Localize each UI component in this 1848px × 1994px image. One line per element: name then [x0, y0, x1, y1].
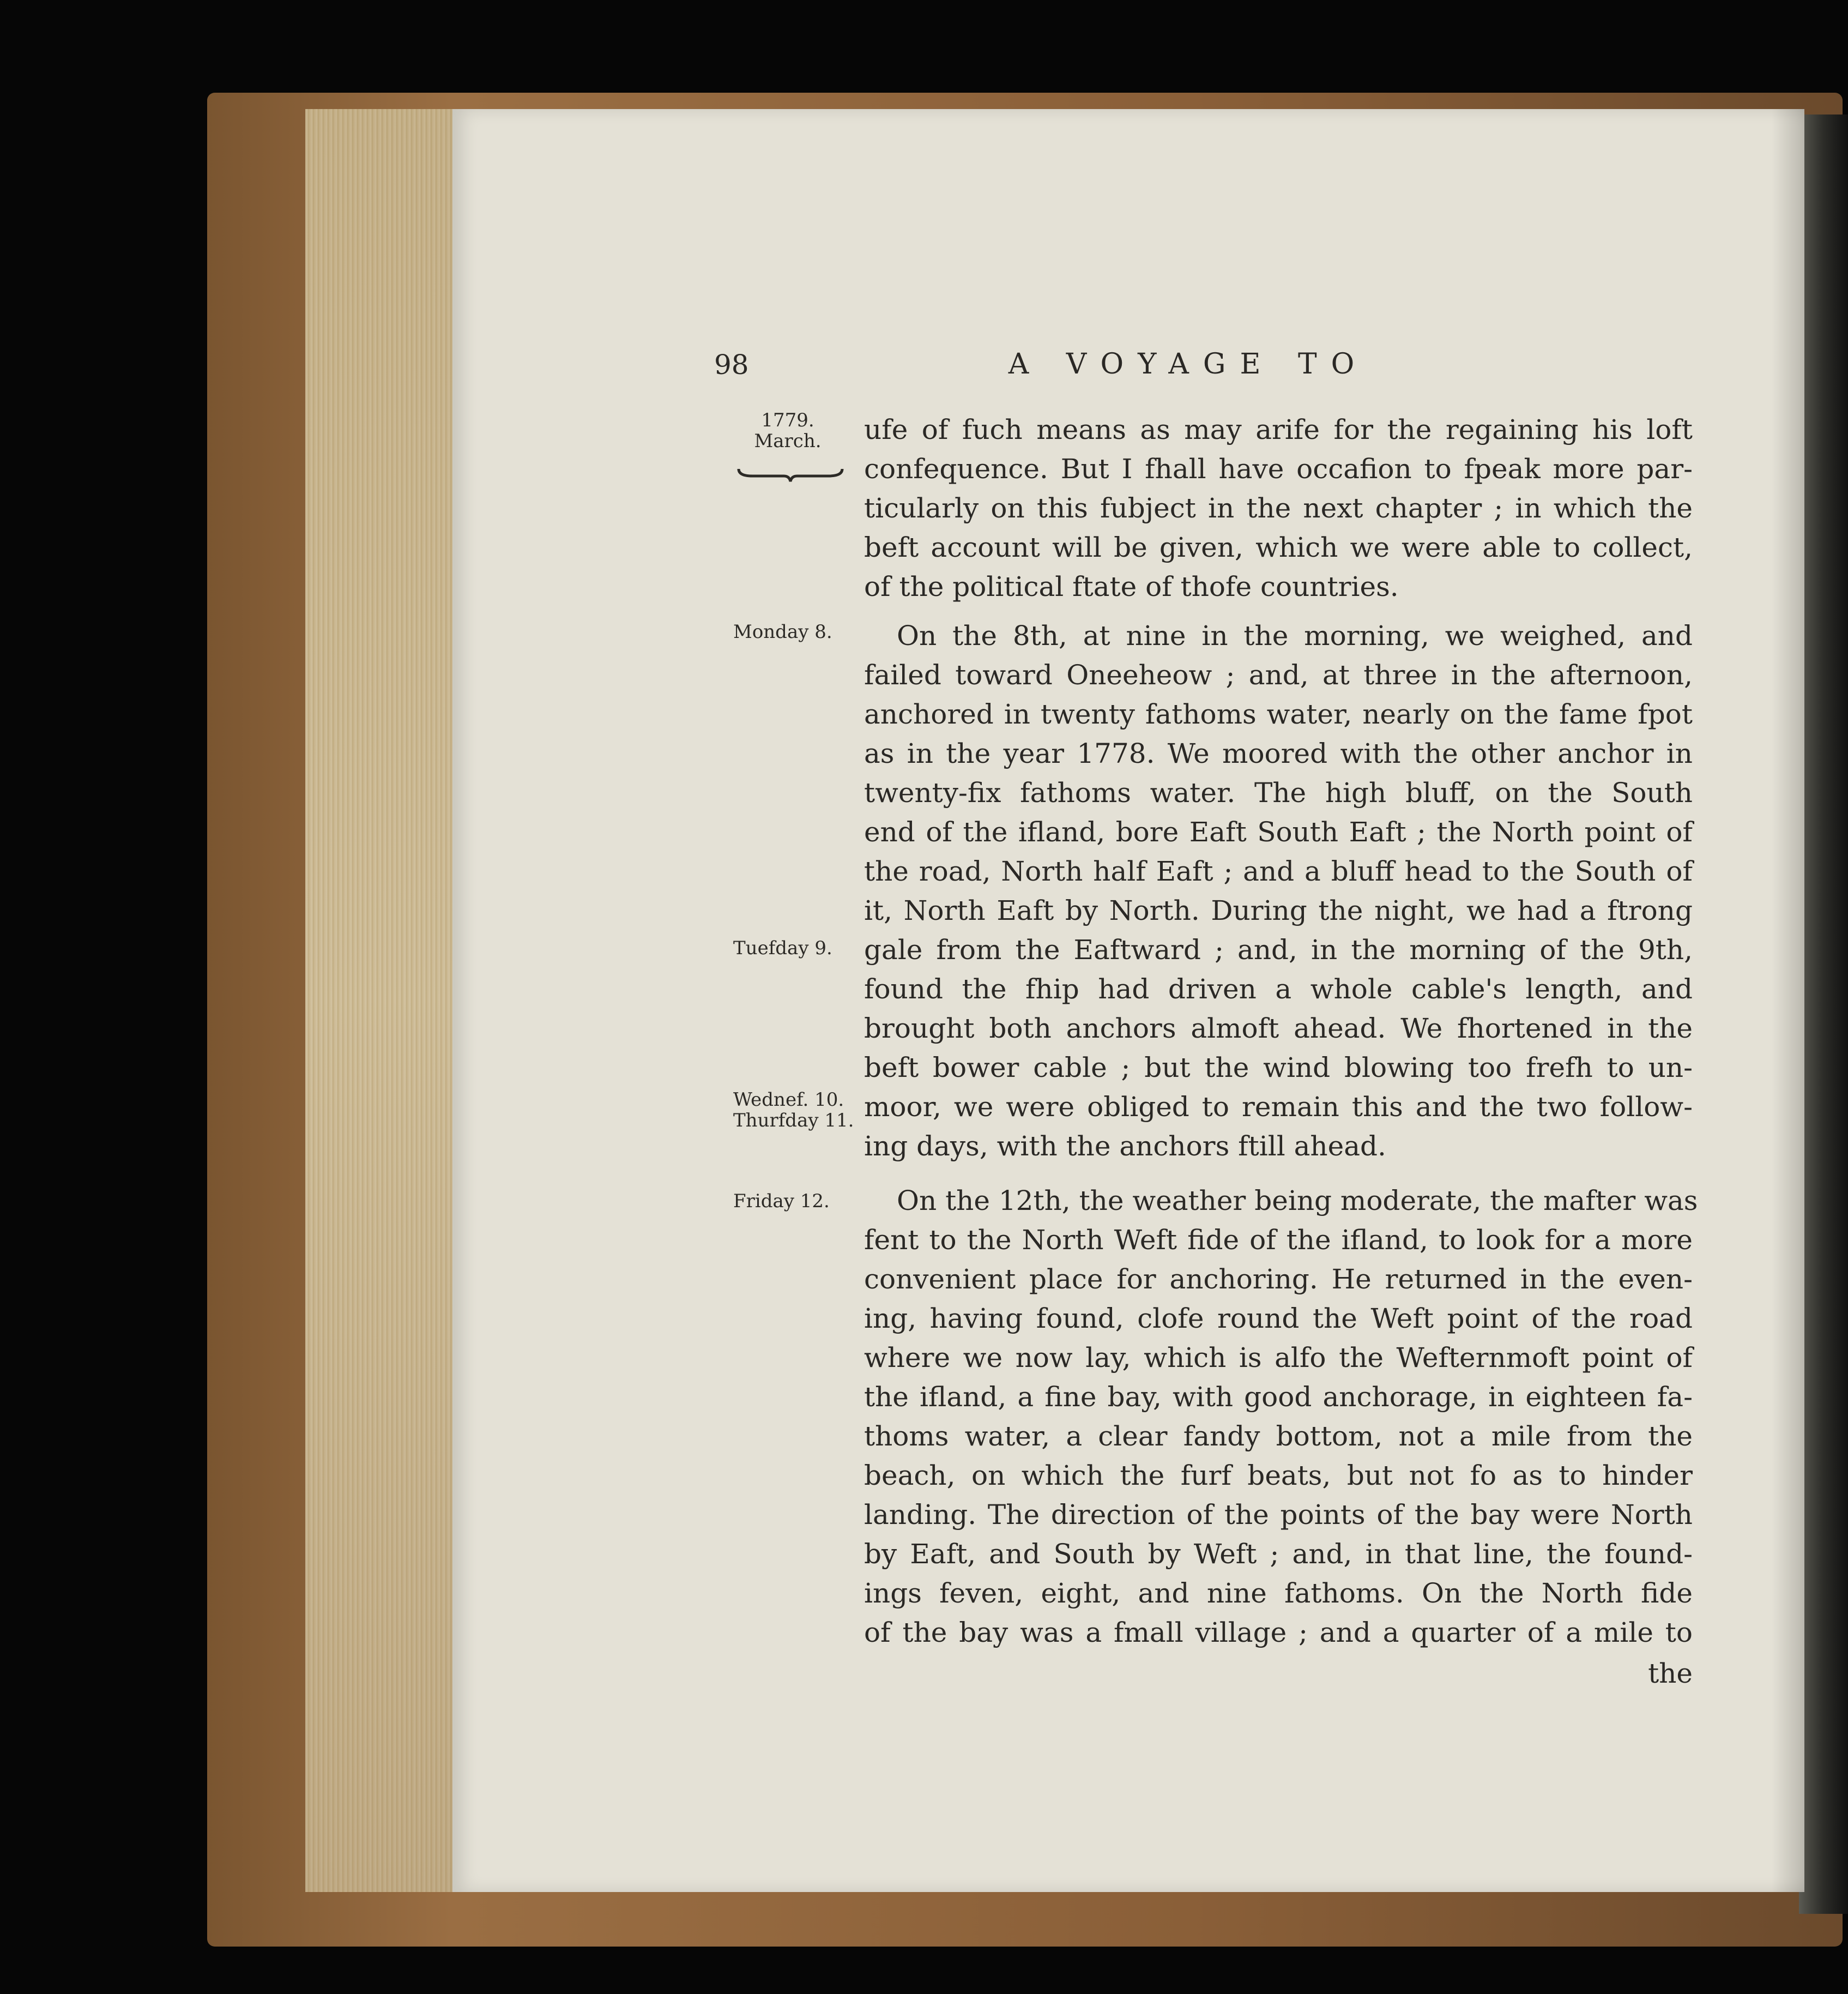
text-line: landing. The direction of the points of the bay were North: [864, 1499, 1693, 1531]
text-line: the road, North half Eaft ; and a bluff head to the South of: [864, 856, 1693, 887]
margin-note-monday: Monday 8.: [733, 621, 832, 643]
margin-note-thursday: Thurfday 11.: [733, 1110, 854, 1131]
text-line: ticularly on this fubject in the next chapter ; in which the: [864, 492, 1693, 524]
text-line: end of the ifland, bore Eaft South Eaft ; the North point of: [864, 816, 1693, 848]
text-line: anchored in twenty fathoms water, nearly on the fame fpot: [864, 698, 1693, 730]
page-edges: [305, 109, 452, 1892]
margin-note-wednesday: Wednef. 10.: [733, 1089, 844, 1111]
text-line: confequence. But I fhall have occafion to fpeak more par-: [864, 453, 1693, 485]
text-line: beach, on which the furf beats, but not fo as to hinder: [864, 1460, 1693, 1491]
text-line: beft account will be given, which we were able to collect,: [864, 532, 1693, 563]
text-line: brought both anchors almoft ahead. We fhortened in the: [864, 1013, 1693, 1044]
paragraph-2: [864, 616, 1693, 1166]
text-line: twenty-fix fathoms water. The high bluff, on the South: [864, 777, 1693, 809]
margin-year: 1779.: [761, 409, 814, 431]
margin-note-friday: Friday 12.: [733, 1190, 830, 1212]
text-line: where we now lay, which is alfo the Wefternmoft point of: [864, 1342, 1693, 1373]
text-line: moor, we were obliged to remain this and the two follow-: [864, 1091, 1693, 1123]
text-line: ufe of fuch means as may arife for the regaining his loft: [864, 414, 1693, 445]
text-line: ing days, with the anchors ftill ahead.: [864, 1130, 1386, 1162]
text-line: by Eaft, and South by Weft ; and, in that line, the found-: [864, 1538, 1693, 1570]
text-line: it, North Eaft by North. During the night, we had a ftrong: [864, 895, 1693, 926]
text-line: ing, having found, clofe round the Weft point of the road: [864, 1303, 1693, 1334]
margin-note-tuesday: Tuefday 9.: [733, 937, 832, 959]
text-line: of the bay was a fmall village ; and a quarter of a mile to: [864, 1617, 1693, 1648]
text-line: the ifland, a fine bay, with good anchorage, in eighteen fa-: [864, 1381, 1693, 1413]
text-line: beft bower cable ; but the wind blowing too frefh to un-: [864, 1052, 1693, 1083]
margin-date: [733, 410, 842, 451]
running-head: A VOYAGE TO: [1008, 348, 1369, 381]
text-line: fent to the North Weft fide of the ifland, to look for a more: [864, 1224, 1693, 1256]
brace-icon: [736, 466, 845, 483]
text-line: ings feven, eight, and nine fathoms. On the North fide: [864, 1577, 1693, 1609]
text-line: thoms water, a clear fandy bottom, not a mile from the: [864, 1420, 1693, 1452]
text-line: gale from the Eaftward ; and, in the morning of the 9th,: [864, 934, 1693, 966]
text-line: failed toward Oneeheow ; and, at three in the afternoon,: [864, 659, 1693, 691]
paragraph-3: [864, 1181, 1698, 1652]
text-line: found the fhip had driven a whole cable's length, and: [864, 973, 1693, 1005]
catchword: the: [1648, 1658, 1693, 1689]
text-line: as in the year 1778. We moored with the other anchor in: [864, 738, 1693, 769]
text-line: convenient place for anchoring. He returned in the even-: [864, 1263, 1693, 1295]
gutter-shadow: [1772, 109, 1804, 1892]
margin-month: March.: [754, 430, 822, 452]
text-line: of the political ftate of thofe countries.: [864, 571, 1399, 603]
paragraph-1: [864, 410, 1693, 606]
facing-page-edge: [1799, 115, 1848, 1914]
page-number: 98: [714, 349, 749, 381]
text-line: On the 8th, at nine in the morning, we weighed, and: [897, 620, 1693, 652]
text-line: On the 12th, the weather being moderate, the mafter was: [897, 1185, 1698, 1216]
